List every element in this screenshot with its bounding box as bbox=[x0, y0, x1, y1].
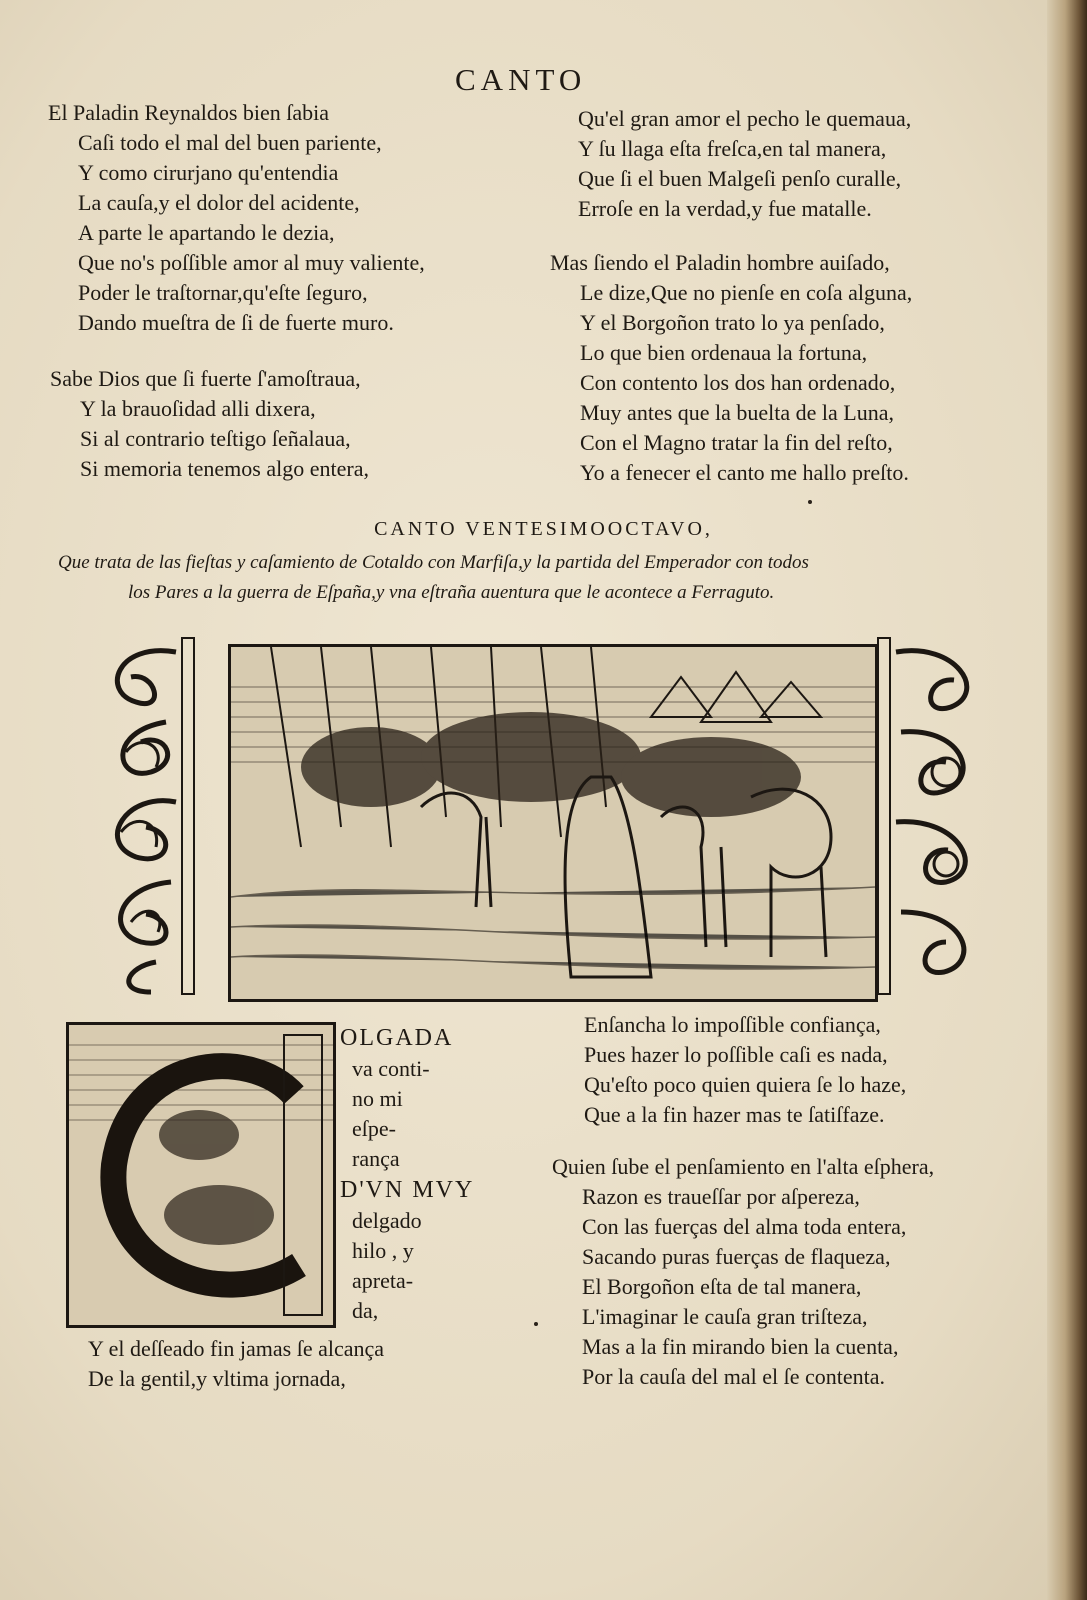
small-caps-line: OLGADA bbox=[340, 1025, 454, 1051]
verse-fragment: delgado bbox=[352, 1208, 422, 1233]
verse-line: Y el deſſeado fin jamas ſe alcança bbox=[88, 1336, 385, 1361]
verse-line: Mas a la fin mirando bien la cuenta, bbox=[582, 1334, 899, 1359]
verse-line: Erroſe en la verdad,y fue matalle. bbox=[578, 196, 872, 221]
argument-line: los Pares a la guerra de Eſpaña,y vna eſtraña auentura que le acontece a Ferraguto. bbox=[128, 582, 775, 603]
right-bottom-stanza-1 bbox=[584, 1010, 906, 1130]
argument-line: Que trata de las fieſtas y caſamiento de Cotaldo con Marfiſa,y la partida del Emperador con todos bbox=[58, 552, 809, 573]
verse-line: L'imaginar le cauſa gran triſteza, bbox=[582, 1304, 868, 1329]
verse-fragment: da, bbox=[352, 1298, 379, 1323]
verse-line: Y la brauoſidad alli dixera, bbox=[80, 396, 316, 421]
canto-argument bbox=[58, 548, 1018, 608]
verse-line: Que ſi el buen Malgeſi penſo curalle, bbox=[578, 166, 902, 191]
verse-line: Sacando puras fuerças de flaqueza, bbox=[582, 1244, 891, 1269]
canto-title: CANTO VENTESIMOOCTAVO, bbox=[374, 518, 713, 540]
verse-line: Dando mueſtra de ſi de fuerte muro. bbox=[78, 310, 394, 335]
right-stanza-2 bbox=[550, 248, 912, 488]
verse-line: Con el Magno tratar la fin del reſto, bbox=[580, 430, 893, 455]
verse-line: Qu'el gran amor el pecho le quemaua, bbox=[578, 106, 912, 131]
verse-line: Mas ſiendo el Paladin hombre auiſado, bbox=[550, 250, 890, 275]
left-stanza-1 bbox=[48, 98, 425, 338]
verse-line: Y como cirurjano qu'entendia bbox=[78, 160, 339, 185]
verse-line: Con las fuerças del alma toda entera, bbox=[582, 1214, 907, 1239]
verse-line: Poder le traſtornar,qu'eſte ſeguro, bbox=[78, 280, 368, 305]
book-spine-shadow bbox=[1047, 0, 1087, 1600]
verse-line: Razon es traueſſar por aſpereza, bbox=[582, 1184, 860, 1209]
verse-fragment: hilo , y bbox=[352, 1238, 414, 1263]
right-bottom-stanza-2 bbox=[552, 1152, 934, 1392]
ink-speck bbox=[808, 500, 812, 504]
verse-line: A parte le apartando le dezia, bbox=[78, 220, 335, 245]
verse-fragment: eſpe- bbox=[352, 1116, 396, 1141]
verse-line: Enſancha lo impoſſible confiança, bbox=[584, 1012, 881, 1037]
verse-line: Que a la fin hazer mas te ſatiſfaze. bbox=[584, 1102, 885, 1127]
drop-cap-continuation bbox=[340, 1022, 474, 1326]
verse-line: Le dize,Que no pienſe en coſa alguna, bbox=[580, 280, 913, 305]
ink-speck bbox=[534, 1322, 538, 1326]
right-floral-ornament bbox=[876, 632, 994, 1000]
woodcut-illustration bbox=[228, 644, 878, 1002]
verse-line: Qu'eſto poco quien quiera ſe lo haze, bbox=[584, 1072, 907, 1097]
verse-line: Con contento los dos han ordenado, bbox=[580, 370, 896, 395]
verse-line: Y el Borgoñon trato lo ya penſado, bbox=[580, 310, 885, 335]
left-bottom-lines bbox=[88, 1334, 384, 1394]
historiated-initial-c bbox=[66, 1022, 336, 1328]
verse-line: Por la cauſa del mal el ſe contenta. bbox=[582, 1364, 885, 1389]
verse-line: De la gentil,y vltima jornada, bbox=[88, 1366, 346, 1391]
verse-fragment: apreta- bbox=[352, 1268, 414, 1293]
right-stanza-1 bbox=[578, 104, 911, 224]
verse-line: Y ſu llaga eſta freſca,en tal manera, bbox=[578, 136, 887, 161]
verse-fragment: rança bbox=[352, 1146, 400, 1171]
verse-fragment: no mi bbox=[352, 1086, 403, 1111]
verse-line: Quien ſube el penſamiento en l'alta eſphera, bbox=[552, 1154, 935, 1179]
verse-line: El Paladin Reynaldos bien ſabia bbox=[48, 100, 330, 125]
verse-line: La cauſa,y el dolor del acidente, bbox=[78, 190, 360, 215]
verse-line: Caſi todo el mal del buen pariente, bbox=[78, 130, 382, 155]
running-head: CANTO bbox=[455, 62, 587, 97]
left-floral-ornament bbox=[96, 632, 214, 1000]
verse-line: Yo a fenecer el canto me hallo preſto. bbox=[580, 460, 909, 485]
verse-line: Sabe Dios que ſi fuerte ſ'amoſtraua, bbox=[50, 366, 361, 391]
small-caps-line: D'VN MVY bbox=[340, 1177, 475, 1203]
verse-fragment: va conti- bbox=[352, 1056, 430, 1081]
verse-line: Si memoria tenemos algo entera, bbox=[80, 456, 369, 481]
left-stanza-2 bbox=[50, 364, 369, 484]
verse-line: Muy antes que la buelta de la Luna, bbox=[580, 400, 895, 425]
verse-line: Pues hazer lo poſſible caſi es nada, bbox=[584, 1042, 888, 1067]
verse-line: Lo que bien ordenaua la fortuna, bbox=[580, 340, 868, 365]
verse-line: El Borgoñon eſta de tal manera, bbox=[582, 1274, 862, 1299]
verse-line: Si al contrario teſtigo ſeñalaua, bbox=[80, 426, 351, 451]
verse-line: Que no's poſſible amor al muy valiente, bbox=[78, 250, 425, 275]
